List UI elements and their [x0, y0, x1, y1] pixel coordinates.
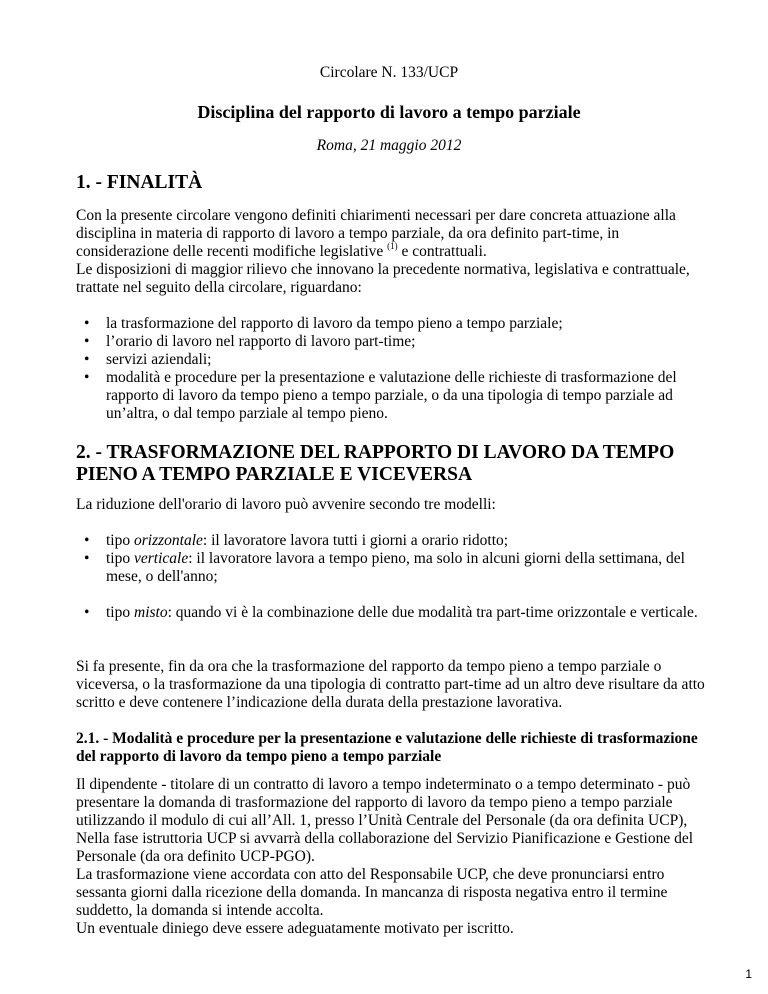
list-item [76, 315, 706, 333]
list-item [76, 369, 706, 423]
section-1-p1-end: e contrattuali. [397, 243, 487, 260]
bullet-glyph: • [84, 369, 90, 386]
list-item-text: modalità e procedure per la presentazione e valutazione delle richieste di trasformazione del rapporto di lavoro da tempo pieno a tempo parziale, o da una tipologia di tempo parziale ad un’altra, o dal tempo parziale al tempo pieno. [106, 369, 677, 422]
list-item-text: servizi aziendali; [106, 351, 212, 368]
list-item-text: : il lavoratore lavora a tempo pieno, ma solo in alcuni giorni della settimana, del mese, o dell'anno; [106, 550, 685, 585]
bullet-glyph: • [84, 550, 90, 567]
section-2-bullet-list [76, 532, 706, 586]
section-2-note: Si fa presente, fin da ora che la trasformazione del rapporto da tempo pieno a tempo parziale o viceversa, o la trasformazione da una tipologia di contratto part-time ad un altro deve risultare da atto scritto e deve contenere l’indicazione della durata della prestazione lavorativa. [76, 658, 705, 711]
list-item-text: : il lavoratore lavora tutti i giorni a orario ridotto; [202, 532, 509, 549]
bullet-glyph: • [84, 333, 90, 350]
document-date: Roma, 21 maggio 2012 [316, 137, 462, 154]
list-item [76, 550, 706, 586]
section-2-intro: La riduzione dell'orario di lavoro può avvenire secondo tre modelli: [76, 496, 496, 513]
list-item-text: l’orario di lavoro nel rapporto di lavoro part-time; [106, 333, 416, 350]
section-2-1-paragraph-2: La trasformazione viene accordata con atto del Responsabile UCP, che deve pronunciarsi entro sessanta giorni dalla ricezione della domanda. In mancanza di risposta negativa entro il termine suddetto, la domanda si intende accolta. [76, 866, 668, 919]
section-2-bullet-list-2 [76, 604, 706, 622]
section-2-1-paragraph-3: Un eventuale diniego deve essere adeguatamente motivato per iscritto. [76, 920, 514, 937]
document-title: Disciplina del rapporto di lavoro a tempo parziale [197, 102, 581, 122]
bullet-glyph: • [84, 315, 90, 332]
list-item-text: tipo [106, 532, 134, 549]
section-1-paragraph-1 [76, 207, 706, 261]
list-item-text: la trasformazione del rapporto di lavoro da tempo pieno a tempo parziale; [106, 315, 563, 332]
section-2-heading: 2. - TRASFORMAZIONE DEL RAPPORTO DI LAVORO DA TEMPO PIENO A TEMPO PARZIALE E VICEVERSA [76, 442, 675, 485]
section-1-paragraph-2: Le disposizioni di maggior rilievo che innovano la precedente normativa, legislativa e contrattuale, trattate nel seguito della circolare, riguardano: [76, 261, 690, 296]
section-2-1-paragraph-1: Il dipendente - titolare di un contratto di lavoro a tempo indeterminato o a tempo determinato - può presentare la domanda di trasformazione del rapporto di lavoro da tempo pieno a tempo parziale utilizzando il modulo di cui all’All. 1, presso l’Unità Centrale del Personale (da ora definita UCP), Nella fase istruttoria UCP si avvarrà della collaborazione del Servizio Pianificazione e Gestione del Personale (da ora definito UCP-PGO). [76, 776, 694, 865]
model-name: orizzontale [134, 532, 203, 549]
section-1-bullet-list [76, 315, 706, 423]
bullet-glyph: • [84, 604, 90, 621]
bullet-glyph: • [84, 351, 90, 368]
section-2-1-heading: 2.1. - Modalità e procedure per la presentazione e valutazione delle richieste di trasformazione del rapporto di lavoro da tempo pieno a tempo parziale [76, 730, 698, 765]
list-item-text: tipo [106, 604, 134, 621]
circolare-number: Circolare N. 133/UCP [319, 64, 459, 81]
section-1-heading: 1. - FINALITÀ [76, 172, 203, 193]
page-number: 1 [745, 967, 752, 981]
section-1-p1-text: Con la presente circolare vengono definiti chiarimenti necessari per dare concreta attuazione alla disciplina in materia di rapporto di lavoro a tempo parziale, da ora definito part-time, in considerazione delle recenti modifiche legislative [76, 207, 676, 260]
model-name: misto [134, 604, 168, 621]
list-item [76, 333, 706, 351]
list-item-text: : quando vi è la combinazione delle due modalità tra part-time orizzontale e verticale. [167, 604, 698, 621]
list-item [76, 604, 706, 622]
footnote-ref: (1) [387, 241, 398, 251]
list-item-text: tipo [106, 550, 134, 567]
list-item [76, 351, 706, 369]
bullet-glyph: • [84, 532, 90, 549]
model-name: verticale [134, 550, 189, 567]
list-item [76, 532, 706, 550]
